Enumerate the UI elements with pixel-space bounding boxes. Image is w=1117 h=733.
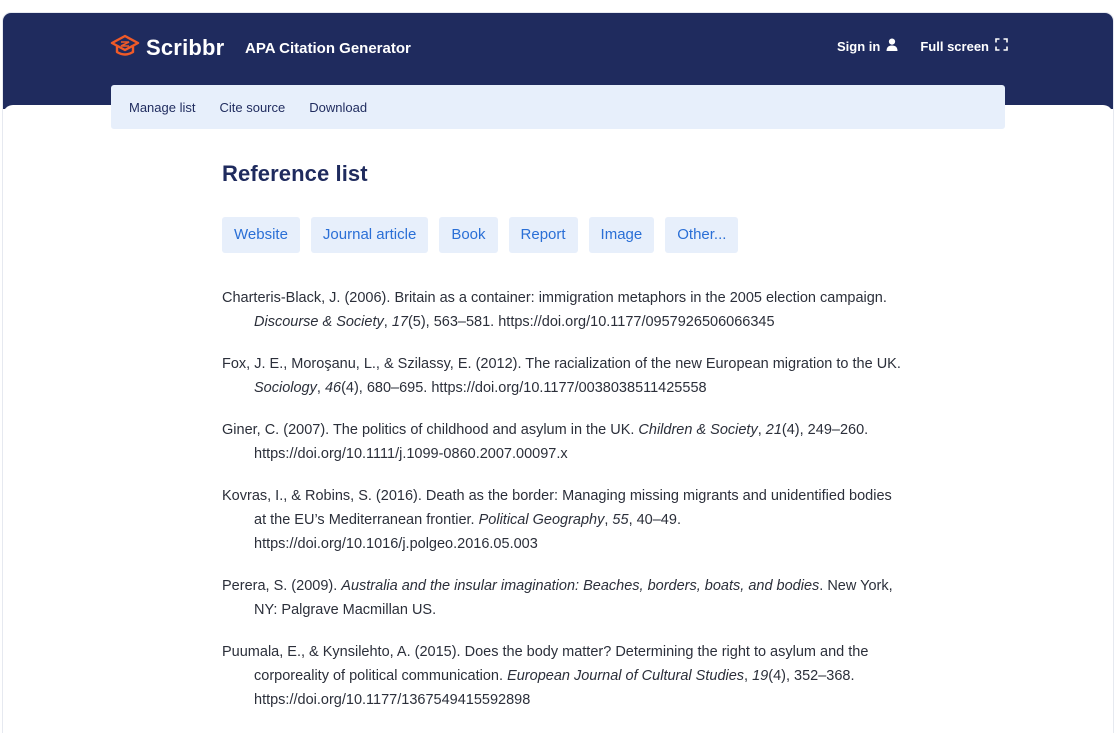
reference-separator: , [604,512,613,528]
reference-item[interactable] [222,418,902,466]
reference-source: European Journal of Cultural Studies [507,668,745,684]
reference-text: Giner, C. (2007). The politics of childhood and asylum in the UK. [222,422,639,438]
reference-details: (5), 563–581. https://doi.org/10.1177/0957926506066345 [407,314,775,330]
sign-in-label: Sign in [837,38,881,54]
header-actions [837,38,1008,54]
expand-icon [995,38,1008,54]
reference-text: Kovras, I., & Robins, S. (2016). Death as the border: Managing missing migrants and unidentified bodies at the EU’s Mediterranean frontier. [222,488,892,528]
reference-volume: 46 [324,380,342,396]
reference-item[interactable] [222,574,902,622]
full-screen-label: Full screen [920,38,989,54]
reference-volume: 21 [765,422,782,438]
reference-text: Puumala, E., & Kynsilehto, A. (2015). Does the body matter? Determining the right to asylum and the corporeality of political communication. [222,644,869,684]
reference-text: Perera, S. (2009). [222,578,342,594]
source-type-buttons [222,217,902,253]
content-area [222,161,902,730]
sub-navigation [111,85,1005,129]
nav-manage-list[interactable]: Manage list [129,99,196,115]
image-button[interactable]: Image [589,217,655,253]
reference-details: . New York, NY: Palgrave Macmillan US. [254,578,893,618]
reference-source: Political Geography [478,512,605,528]
app-title: APA Citation Generator [245,40,411,57]
nav-download[interactable]: Download [309,99,368,115]
reference-source: Australia and the insular imagination: Beaches, borders, boats, and bodies [341,578,820,594]
reference-list [222,286,902,712]
reference-details: (4), 680–695. https://doi.org/10.1177/0038038511425558 [341,380,707,396]
reference-details: , 40–49. https://doi.org/10.1016/j.polgeo.2016.05.003 [254,512,681,552]
brand-name: Scribbr [146,35,225,60]
reference-source: Discourse & Society [254,314,384,330]
nav-cite-source[interactable]: Cite source [219,99,286,115]
journal-article-button[interactable]: Journal article [311,217,428,253]
other-button[interactable]: Other... [665,217,738,253]
reference-source: Children & Society [638,422,758,438]
reference-item[interactable] [222,640,902,712]
reference-details: (4), 249–260. https://doi.org/10.1111/j.1099-0860.2007.00097.x [254,422,869,462]
user-icon [886,38,898,54]
reference-item[interactable] [222,286,902,334]
book-button[interactable]: Book [439,217,497,253]
scribbr-logo[interactable] [110,35,224,61]
reference-details: (4), 352–368. https://doi.org/10.1177/1367549415592898 [254,668,855,708]
reference-text: Charteris-Black, J. (2006). Britain as a container: immigration metaphors in the 2005 election campaign. [222,290,887,306]
sign-in-button[interactable] [837,38,898,54]
reference-text: Fox, J. E., Moroşanu, L., & Szilassy, E. (2012). The racialization of the new European migration to the UK. [222,356,901,372]
reference-item[interactable] [222,484,902,556]
full-screen-button[interactable] [920,38,1008,54]
reference-separator: , [757,422,766,438]
reference-separator: , [744,668,753,684]
app-window [3,13,1113,733]
report-button[interactable]: Report [509,217,578,253]
reference-separator: , [316,380,325,396]
reference-volume: 19 [752,668,769,684]
reference-source: Sociology [254,380,317,396]
graduation-cap-icon [110,33,140,64]
reference-volume: 17 [391,314,408,330]
reference-volume: 55 [612,512,629,528]
reference-separator: , [383,314,392,330]
reference-item[interactable] [222,352,902,400]
website-button[interactable]: Website [222,217,300,253]
page-title: Reference list [222,161,368,186]
